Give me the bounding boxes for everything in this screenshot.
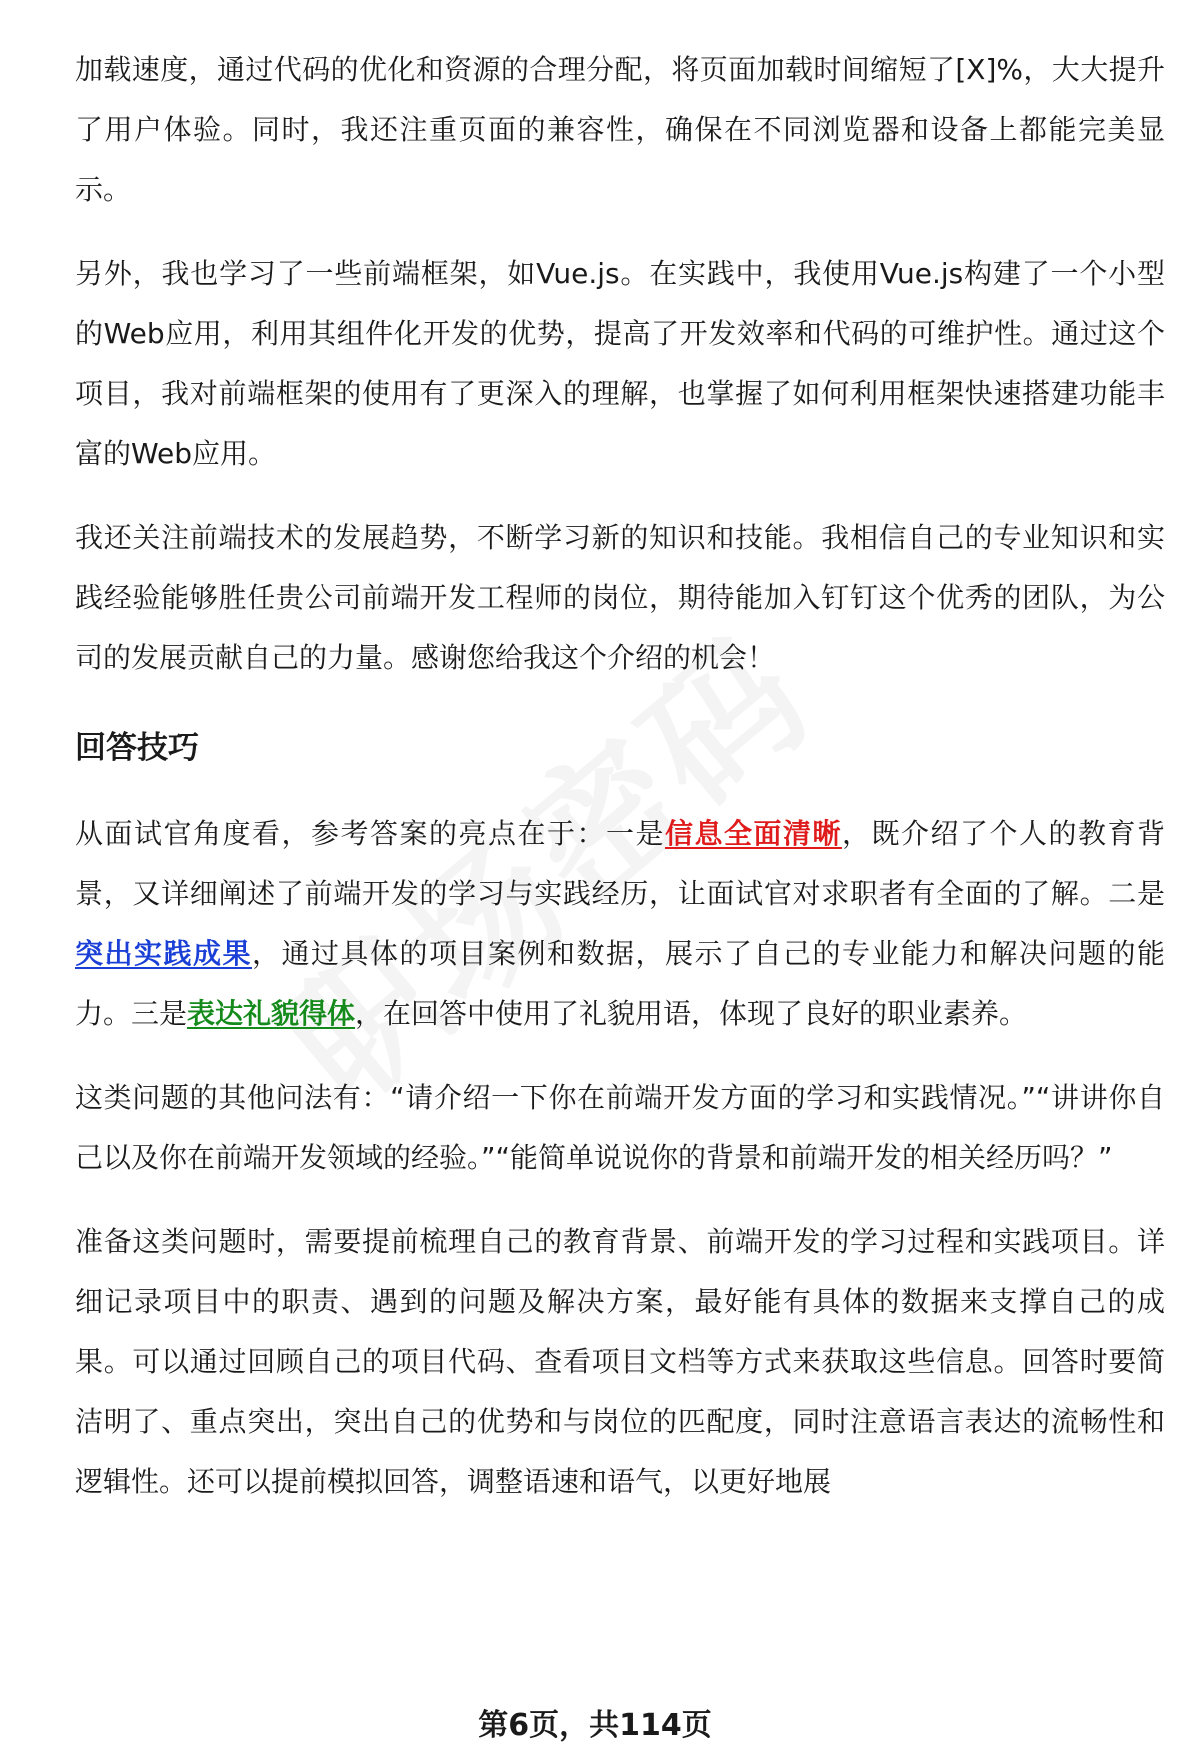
highlights-text-b: ，既介绍了个人的教育背景，又详细阐述了前端开发的学习与实践经历，让面试官对求职者有全面的了解。二是 (75, 817, 1165, 910)
page-footer: 第6页，共114页 (478, 1708, 712, 1743)
paragraph-preparation: 准备这类问题时，需要提前梳理自己的教育背景、前端开发的学习过程和实践项目。详细记录项目中的职责、遇到的问题及解决方案，最好能有具体的数据来支撑自己的成果。可以通过回顾自己的项目代码、查看项目文档等方式来获取这些信息。回答时要简洁明了、重点突出，突出自己的优势和与岗位的匹配度，同时注意语言表达的流畅性和逻辑性。还可以提前模拟回答，调整语速和语气，以更好地展 (75, 1225, 1165, 1498)
paragraph-highlights (75, 804, 1165, 1044)
paragraph-alternate-questions: 这类问题的其他问法有：“请介绍一下你在前端开发方面的学习和实践情况。”“讲讲你自己以及你在前端开发领域的经验。”“能简单说说你的背景和前端开发的相关经历吗？” (75, 1081, 1165, 1174)
paragraph-vue-framework: 另外，我也学习了一些前端框架，如Vue.js。在实践中，我使用Vue.js构建了一个小型的Web应用，利用其组件化开发的优势，提高了开发效率和代码的可维护性。通过这个项目，我对前端框架的使用有了更深入的理解，也掌握了如何利用框架快速搭建功能丰富的Web应用。 (75, 257, 1165, 470)
section-title: 回答技巧 (75, 730, 199, 766)
highlight-practice-results: 突出实践成果 (75, 937, 252, 970)
highlight-polite-expression: 表达礼貌得体 (187, 997, 356, 1030)
paragraph-closing: 我还关注前端技术的发展趋势，不断学习新的知识和技能。我相信自己的专业知识和实践经验能够胜任贵公司前端开发工程师的岗位，期待能加入钉钉这个优秀的团队，为公司的发展贡献自己的力量。感谢您给我这个介绍的机会！ (75, 521, 1165, 674)
paragraph-load-speed: 加载速度，通过代码的优化和资源的合理分配，将页面加载时间缩短了[X]%，大大提升了用户体验。同时，我还注重页面的兼容性，确保在不同浏览器和设备上都能完美显示。 (75, 53, 1165, 206)
highlights-text-a: 从面试官角度看，参考答案的亮点在于：一是 (75, 817, 665, 850)
highlights-text-d: ，在回答中使用了礼貌用语，体现了良好的职业素养。 (355, 997, 1028, 1030)
page-content (75, 40, 1165, 1536)
highlights-text-c: ，通过具体的项目案例和数据，展示了自己的专业能力和解决问题的能力。三是 (75, 937, 1165, 1030)
highlight-info-complete: 信息全面清晰 (664, 817, 842, 850)
